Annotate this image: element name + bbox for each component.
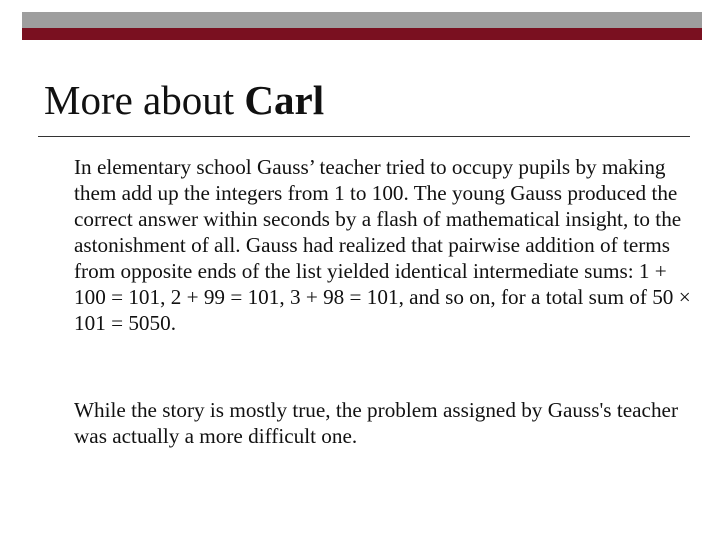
title-divider — [38, 136, 690, 137]
header-decoration-bar — [0, 0, 720, 40]
header-corner-square-grey — [686, 12, 702, 28]
slide-title-text: More about — [44, 77, 245, 123]
body-paragraph-gauss-story: In elementary school Gauss’ teacher tried to occupy pupils by making them add up the integers from 1 to 100. The young Gauss produced the correct answer within seconds by a flash of mathematical insight, to the astonishment of all. Gauss had realized that pairwise addition of terms from opposite ends of the list yielded identical intermediate sums: 1 + 100 = 101, 2 + 99 = 101, 3 + 98 = 101, and so on, for a total sum of 50 × 101 = 5050. — [74, 155, 691, 335]
header-grey-band — [22, 12, 686, 28]
header-corner-square-red — [686, 28, 702, 40]
slide-title-emphasis: Carl — [244, 77, 325, 123]
body-paragraph-story-note: While the story is mostly true, the problem assigned by Gauss's teacher was actually a more difficult one. — [74, 398, 678, 448]
header-red-band — [22, 28, 686, 40]
slide-title — [44, 78, 324, 123]
